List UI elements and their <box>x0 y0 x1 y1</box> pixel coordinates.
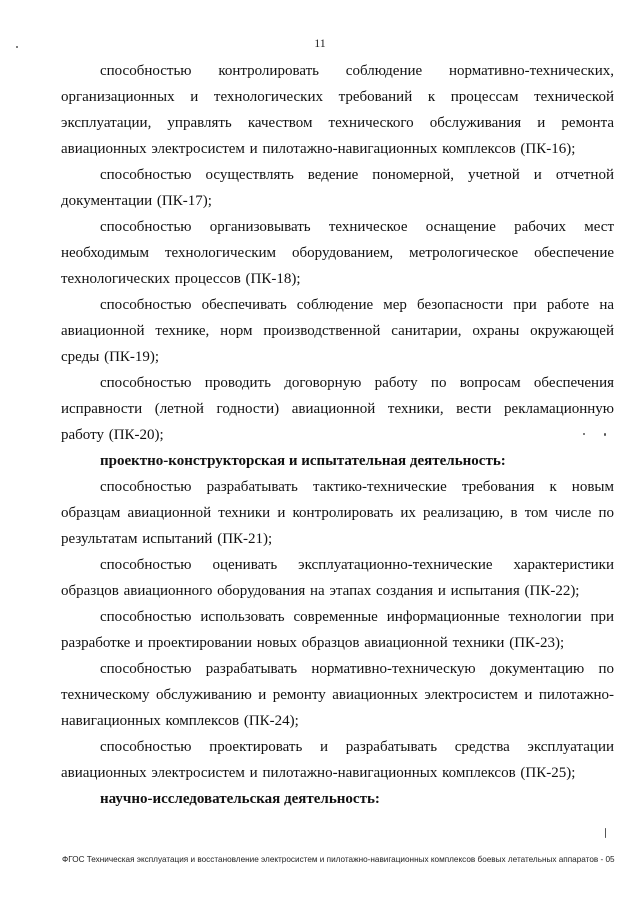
section-heading-research: научно-исследовательская деятельность: <box>100 791 380 807</box>
section-heading-design: проектно-конструкторская и испытательная деятельность: <box>100 453 506 469</box>
paragraph-pk18: способностью организовывать техническое оснащение рабочих мест необходимым технологическим оборудованием, метрологическое обеспечение технологических процессов (ПК-18); <box>61 219 614 287</box>
paragraph-pk24: способностью разрабатывать нормативно-техническую документацию по техническому обслуживанию и ремонту авиационных электросистем и пилотажно-навигационных комплексов (ПК-24); <box>61 661 614 729</box>
scan-speck <box>604 433 606 436</box>
scan-speck <box>583 433 585 435</box>
page-body <box>61 58 614 812</box>
page-footer: ФГОС Техническая эксплуатация и восстановление электросистем и пилотажно-навигационных комплексов боевых летательных аппаратов - 05 <box>62 855 615 864</box>
paragraph-pk23: способностью использовать современные информационные технологии при разработке и проектировании новых образцов авиационной техники (ПК-23); <box>61 609 614 651</box>
scan-speck <box>16 46 18 48</box>
paragraph-pk17: способностью осуществлять ведение пономерной, учетной и отчетной документации (ПК-17); <box>61 167 614 209</box>
paragraph-pk20: способностью проводить договорную работу по вопросам обеспечения исправности (летной годности) авиационной техники, вести рекламационную работу (ПК-20); <box>61 375 614 443</box>
paragraph-pk22: способностью оценивать эксплуатационно-технические характеристики образцов авиационного оборудования на этапах создания и испытания (ПК-22); <box>61 557 614 599</box>
paragraph-pk25: способностью проектировать и разрабатывать средства эксплуатации авиационных электросистем и пилотажно-навигационных комплексов (ПК-25); <box>61 739 614 781</box>
paragraph-pk19: способностью обеспечивать соблюдение мер безопасности при работе на авиационной технике, норм производственной санитарии, охраны окружающей среды (ПК-19); <box>61 297 614 365</box>
paragraph-pk16: способностью контролировать соблюдение нормативно-технических, организационных и технологических требований к процессам технической эксплуатации, управлять качеством технического обслуживания и ремонта авиационных электросистем и пилотажно-навигационных комплексов (ПК-16); <box>61 63 614 157</box>
page-number: 11 <box>314 36 326 50</box>
scan-speck <box>605 828 606 838</box>
paragraph-pk21: способностью разрабатывать тактико-технические требования к новым образцам авиационной техники и контролировать их реализацию, в том числе по результатам испытаний (ПК-21); <box>61 479 614 547</box>
